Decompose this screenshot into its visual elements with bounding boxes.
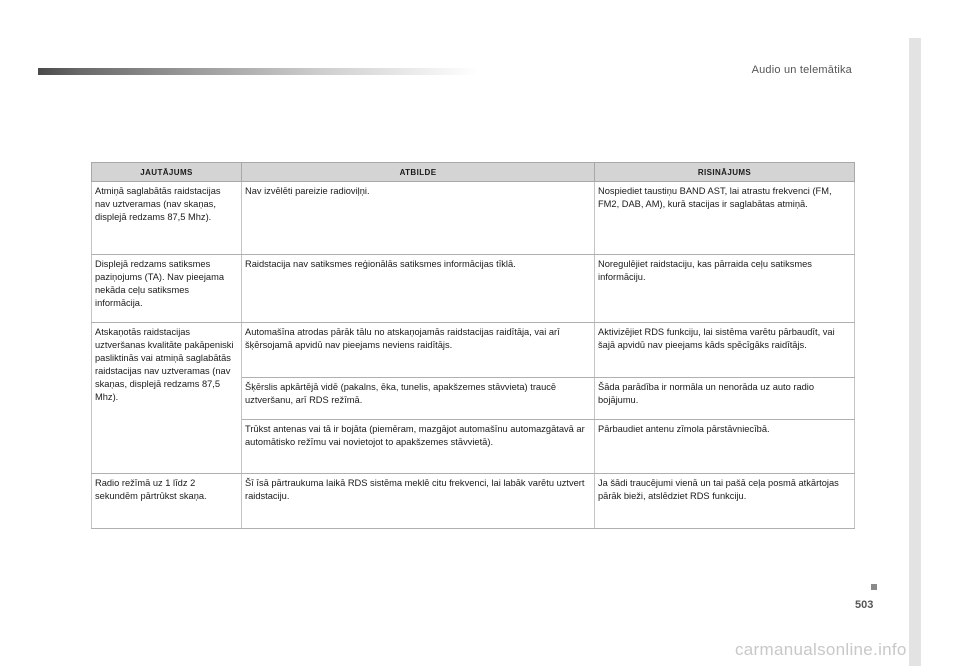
page-marker-square [871,584,877,590]
table-header-row [92,163,855,182]
section-title: Audio un telemātika [751,64,852,76]
solution-cell: Šāda parādība ir normāla un nenorāda uz auto radio bojājumu. [595,378,855,420]
solution-cell: Noregulējiet raidstaciju, kas pārraida ceļu satiksmes informāciju. [595,255,855,323]
answer-cell: Nav izvēlēti pareizie radioviļņi. [242,182,595,255]
question-cell: Displejā redzams satiksmes paziņojums (TA). Nav pieejama nekāda ceļu satiksmes informācija. [92,255,242,323]
solution-cell: Nospiediet taustiņu BAND AST, lai atrastu frekvenci (FM, FM2, DAB, AM), kurā stacijas ir saglabātas atmiņā. [595,182,855,255]
column-header-answer: ATBILDE [242,163,595,182]
answer-cell: Šķērslis apkārtējā vidē (pakalns, ēka, tunelis, apakšzemes stāvvieta) traucē uztveršanu, arī RDS režīmā. [242,378,595,420]
answer-cell: Raidstacija nav satiksmes reģionālās satiksmes informācijas tīklā. [242,255,595,323]
troubleshooting-table [91,162,855,529]
column-header-solution: RISINĀJUMS [595,163,855,182]
answer-cell: Šī īsā pārtraukuma laikā RDS sistēma meklē citu frekvenci, lai labāk varētu uztvert raidstaciju. [242,474,595,529]
watermark-text: carmanualsonline.info [735,640,907,659]
table-row [92,182,855,255]
header-decorative-bar [38,68,478,75]
answer-cell: Trūkst antenas vai tā ir bojāta (piemēram, mazgājot automašīnu automazgātavā ar automātisko režīmu vai novietojot to apakšzemes stāvvietā). [242,420,595,474]
table-row [92,323,855,378]
solution-cell: Ja šādi traucējumi vienā un tai pašā ceļa posmā atkārtojas pārāk bieži, atslēdziet RDS funkciju. [595,474,855,529]
column-header-question: JAUTĀJUMS [92,163,242,182]
answer-cell: Automašīna atrodas pārāk tālu no atskaņojamās raidstacijas raidītāja, vai arī šķērsojamā apvidū nav pieejams neviens raidītājs. [242,323,595,378]
solution-cell: Aktivizējiet RDS funkciju, lai sistēma varētu pārbaudīt, vai šajā apvidū nav pieejams kāds spēcīgāks raidītājs. [595,323,855,378]
table-row [92,474,855,529]
question-cell: Atskaņotās raidstacijas uztveršanas kvalitāte pakāpeniski pasliktinās vai atmiņā saglabātās raidstacijas nav uztveramas (nav skaņas, displejā redzams 87,5 Mhz). [92,323,242,474]
page-number: 503 [855,599,874,611]
question-cell: Atmiņā saglabātās raidstacijas nav uztveramas (nav skaņas, displejā redzams 87,5 Mhz). [92,182,242,255]
page-side-strip [909,38,921,666]
solution-cell: Pārbaudiet antenu zīmola pārstāvniecībā. [595,420,855,474]
question-cell: Radio režīmā uz 1 līdz 2 sekundēm pārtrūkst skaņa. [92,474,242,529]
table-row [92,255,855,323]
